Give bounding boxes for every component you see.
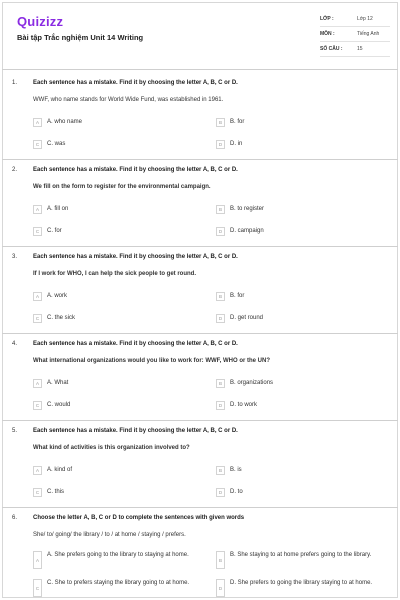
option-a[interactable] bbox=[33, 118, 82, 127]
question-sentence: WWF, who name stands for World Wide Fund, was established in 1961. bbox=[33, 97, 224, 103]
option-c[interactable] bbox=[33, 314, 75, 323]
option-letter-box: A bbox=[33, 551, 42, 569]
option-text: D. to bbox=[230, 489, 243, 495]
option-letter-box: D bbox=[216, 227, 225, 236]
option-letter-box: D bbox=[216, 314, 225, 323]
option-text: C. this bbox=[47, 489, 65, 495]
option-text: B. is bbox=[230, 467, 242, 473]
question-instruction: Each sentence has a mistake. Find it by choosing the letter A, B, C or D. bbox=[33, 80, 238, 86]
option-b[interactable] bbox=[216, 292, 244, 301]
meta-divider bbox=[320, 41, 390, 42]
meta-grade-label: LỚP : bbox=[320, 16, 334, 22]
option-b[interactable] bbox=[216, 379, 273, 388]
question-instruction: Each sentence has a mistake. Find it by choosing the letter A, B, C or D. bbox=[33, 341, 238, 347]
option-c[interactable] bbox=[33, 401, 70, 410]
option-letter-box: A bbox=[33, 292, 42, 301]
question-sentence: We fill on the form to register for the environmental campaign. bbox=[33, 184, 211, 190]
option-b[interactable] bbox=[216, 466, 242, 475]
option-d[interactable] bbox=[216, 140, 242, 149]
option-text: A. What bbox=[47, 380, 69, 386]
option-letter-box: C bbox=[33, 579, 42, 597]
meta-subject-label: MÔN : bbox=[320, 31, 335, 37]
worksheet-title: Bài tập Trắc nghiệm Unit 14 Writing bbox=[17, 33, 144, 42]
question-number: 5. bbox=[12, 428, 18, 434]
option-a[interactable] bbox=[33, 205, 68, 214]
option-text: C. for bbox=[47, 228, 62, 234]
header-divider bbox=[2, 69, 398, 70]
question-divider bbox=[2, 333, 398, 334]
option-text: B. for bbox=[230, 293, 245, 299]
meta-count-label: SỐ CÂU : bbox=[320, 46, 343, 52]
question-divider bbox=[2, 159, 398, 160]
option-a[interactable] bbox=[33, 466, 72, 475]
option-text: D. to work bbox=[230, 402, 258, 408]
option-b[interactable] bbox=[216, 118, 244, 127]
question-instruction: Choose the letter A, B, C or D to complete the sentences with given words bbox=[33, 515, 245, 521]
option-letter-box: B bbox=[216, 205, 225, 214]
option-text: B. for bbox=[230, 119, 245, 125]
option-letter-box: A bbox=[33, 466, 42, 475]
option-text: C. the sick bbox=[47, 315, 76, 321]
option-b[interactable] bbox=[216, 205, 264, 214]
option-letter-box: D bbox=[216, 488, 225, 497]
option-d[interactable] bbox=[216, 488, 243, 497]
option-letter-box: D bbox=[216, 579, 225, 597]
option-a[interactable] bbox=[33, 292, 67, 301]
option-letter-box: B bbox=[216, 379, 225, 388]
option-text: D. get round bbox=[230, 315, 264, 321]
option-letter-box: C bbox=[33, 140, 42, 149]
question-divider bbox=[2, 507, 398, 508]
option-letter-box: B bbox=[216, 551, 225, 569]
question-number: 3. bbox=[12, 254, 18, 260]
question-instruction: Each sentence has a mistake. Find it by choosing the letter A, B, C or D. bbox=[33, 254, 238, 260]
option-text: A. work bbox=[47, 293, 68, 299]
option-d[interactable] bbox=[216, 579, 381, 597]
option-text: A. who name bbox=[47, 119, 83, 125]
question-sentence: What international organizations would you like to work for: WWF, WHO or the UN? bbox=[33, 358, 270, 364]
quizizz-logo: Quizizz bbox=[17, 14, 64, 29]
option-d[interactable] bbox=[216, 314, 263, 323]
option-a[interactable] bbox=[33, 379, 68, 388]
option-d[interactable] bbox=[216, 401, 257, 410]
option-letter-box: C bbox=[33, 314, 42, 323]
option-letter-box: A bbox=[33, 379, 42, 388]
option-letter-box: B bbox=[216, 292, 225, 301]
option-letter-box: B bbox=[216, 118, 225, 127]
meta-divider bbox=[320, 26, 390, 27]
meta-grade-value: Lớp 12 bbox=[357, 16, 373, 22]
option-letter-box: C bbox=[33, 401, 42, 410]
option-c[interactable] bbox=[33, 579, 198, 597]
meta-count-value: 15 bbox=[357, 46, 363, 52]
option-letter-box: A bbox=[33, 205, 42, 214]
question-number: 4. bbox=[12, 341, 18, 347]
question-divider bbox=[2, 246, 398, 247]
option-text: C. would bbox=[47, 402, 71, 408]
option-text: B. She staying to at home prefers going to the library. bbox=[230, 552, 372, 558]
meta-subject-value: Tiếng Anh bbox=[357, 31, 380, 37]
question-instruction: Each sentence has a mistake. Find it by choosing the letter A, B, C or D. bbox=[33, 167, 238, 173]
option-text: D. campaign bbox=[230, 228, 264, 234]
option-text: B. organizations bbox=[230, 380, 274, 386]
option-c[interactable] bbox=[33, 227, 62, 236]
option-text: A. fill on bbox=[47, 206, 69, 212]
option-letter-box: C bbox=[33, 488, 42, 497]
option-text: B. to register bbox=[230, 206, 265, 212]
question-sentence: If I work for WHO, I can help the sick people to get round. bbox=[33, 271, 197, 277]
option-text: A. She prefers going to the library to staying at home. bbox=[47, 552, 189, 558]
question-number: 6. bbox=[12, 515, 18, 521]
option-text: C. She to prefers staying the library going to at home. bbox=[47, 580, 190, 586]
option-c[interactable] bbox=[33, 488, 64, 497]
question-sentence: What kind of activities is this organization involved to? bbox=[33, 445, 190, 451]
option-text: C. was bbox=[47, 141, 66, 147]
meta-divider bbox=[320, 56, 390, 57]
option-text: D. She prefers to going the library staying to at home. bbox=[230, 580, 373, 586]
question-instruction: Each sentence has a mistake. Find it by choosing the letter A, B, C or D. bbox=[33, 428, 238, 434]
question-divider bbox=[2, 420, 398, 421]
option-letter-box: D bbox=[216, 401, 225, 410]
option-letter-box: C bbox=[33, 227, 42, 236]
option-letter-box: A bbox=[33, 118, 42, 127]
option-text: D. in bbox=[230, 141, 243, 147]
question-sentence: She/ to/ going/ the library / to / at home / staying / prefers. bbox=[33, 532, 186, 538]
question-number: 2. bbox=[12, 167, 18, 173]
option-a[interactable] bbox=[33, 551, 198, 569]
option-d[interactable] bbox=[216, 227, 264, 236]
worksheet-header bbox=[0, 0, 400, 70]
option-c[interactable] bbox=[33, 140, 65, 149]
option-letter-box: D bbox=[216, 140, 225, 149]
option-letter-box: B bbox=[216, 466, 225, 475]
option-b[interactable] bbox=[216, 551, 381, 569]
option-text: A. kind of bbox=[47, 467, 73, 473]
question-number: 1. bbox=[12, 80, 18, 86]
